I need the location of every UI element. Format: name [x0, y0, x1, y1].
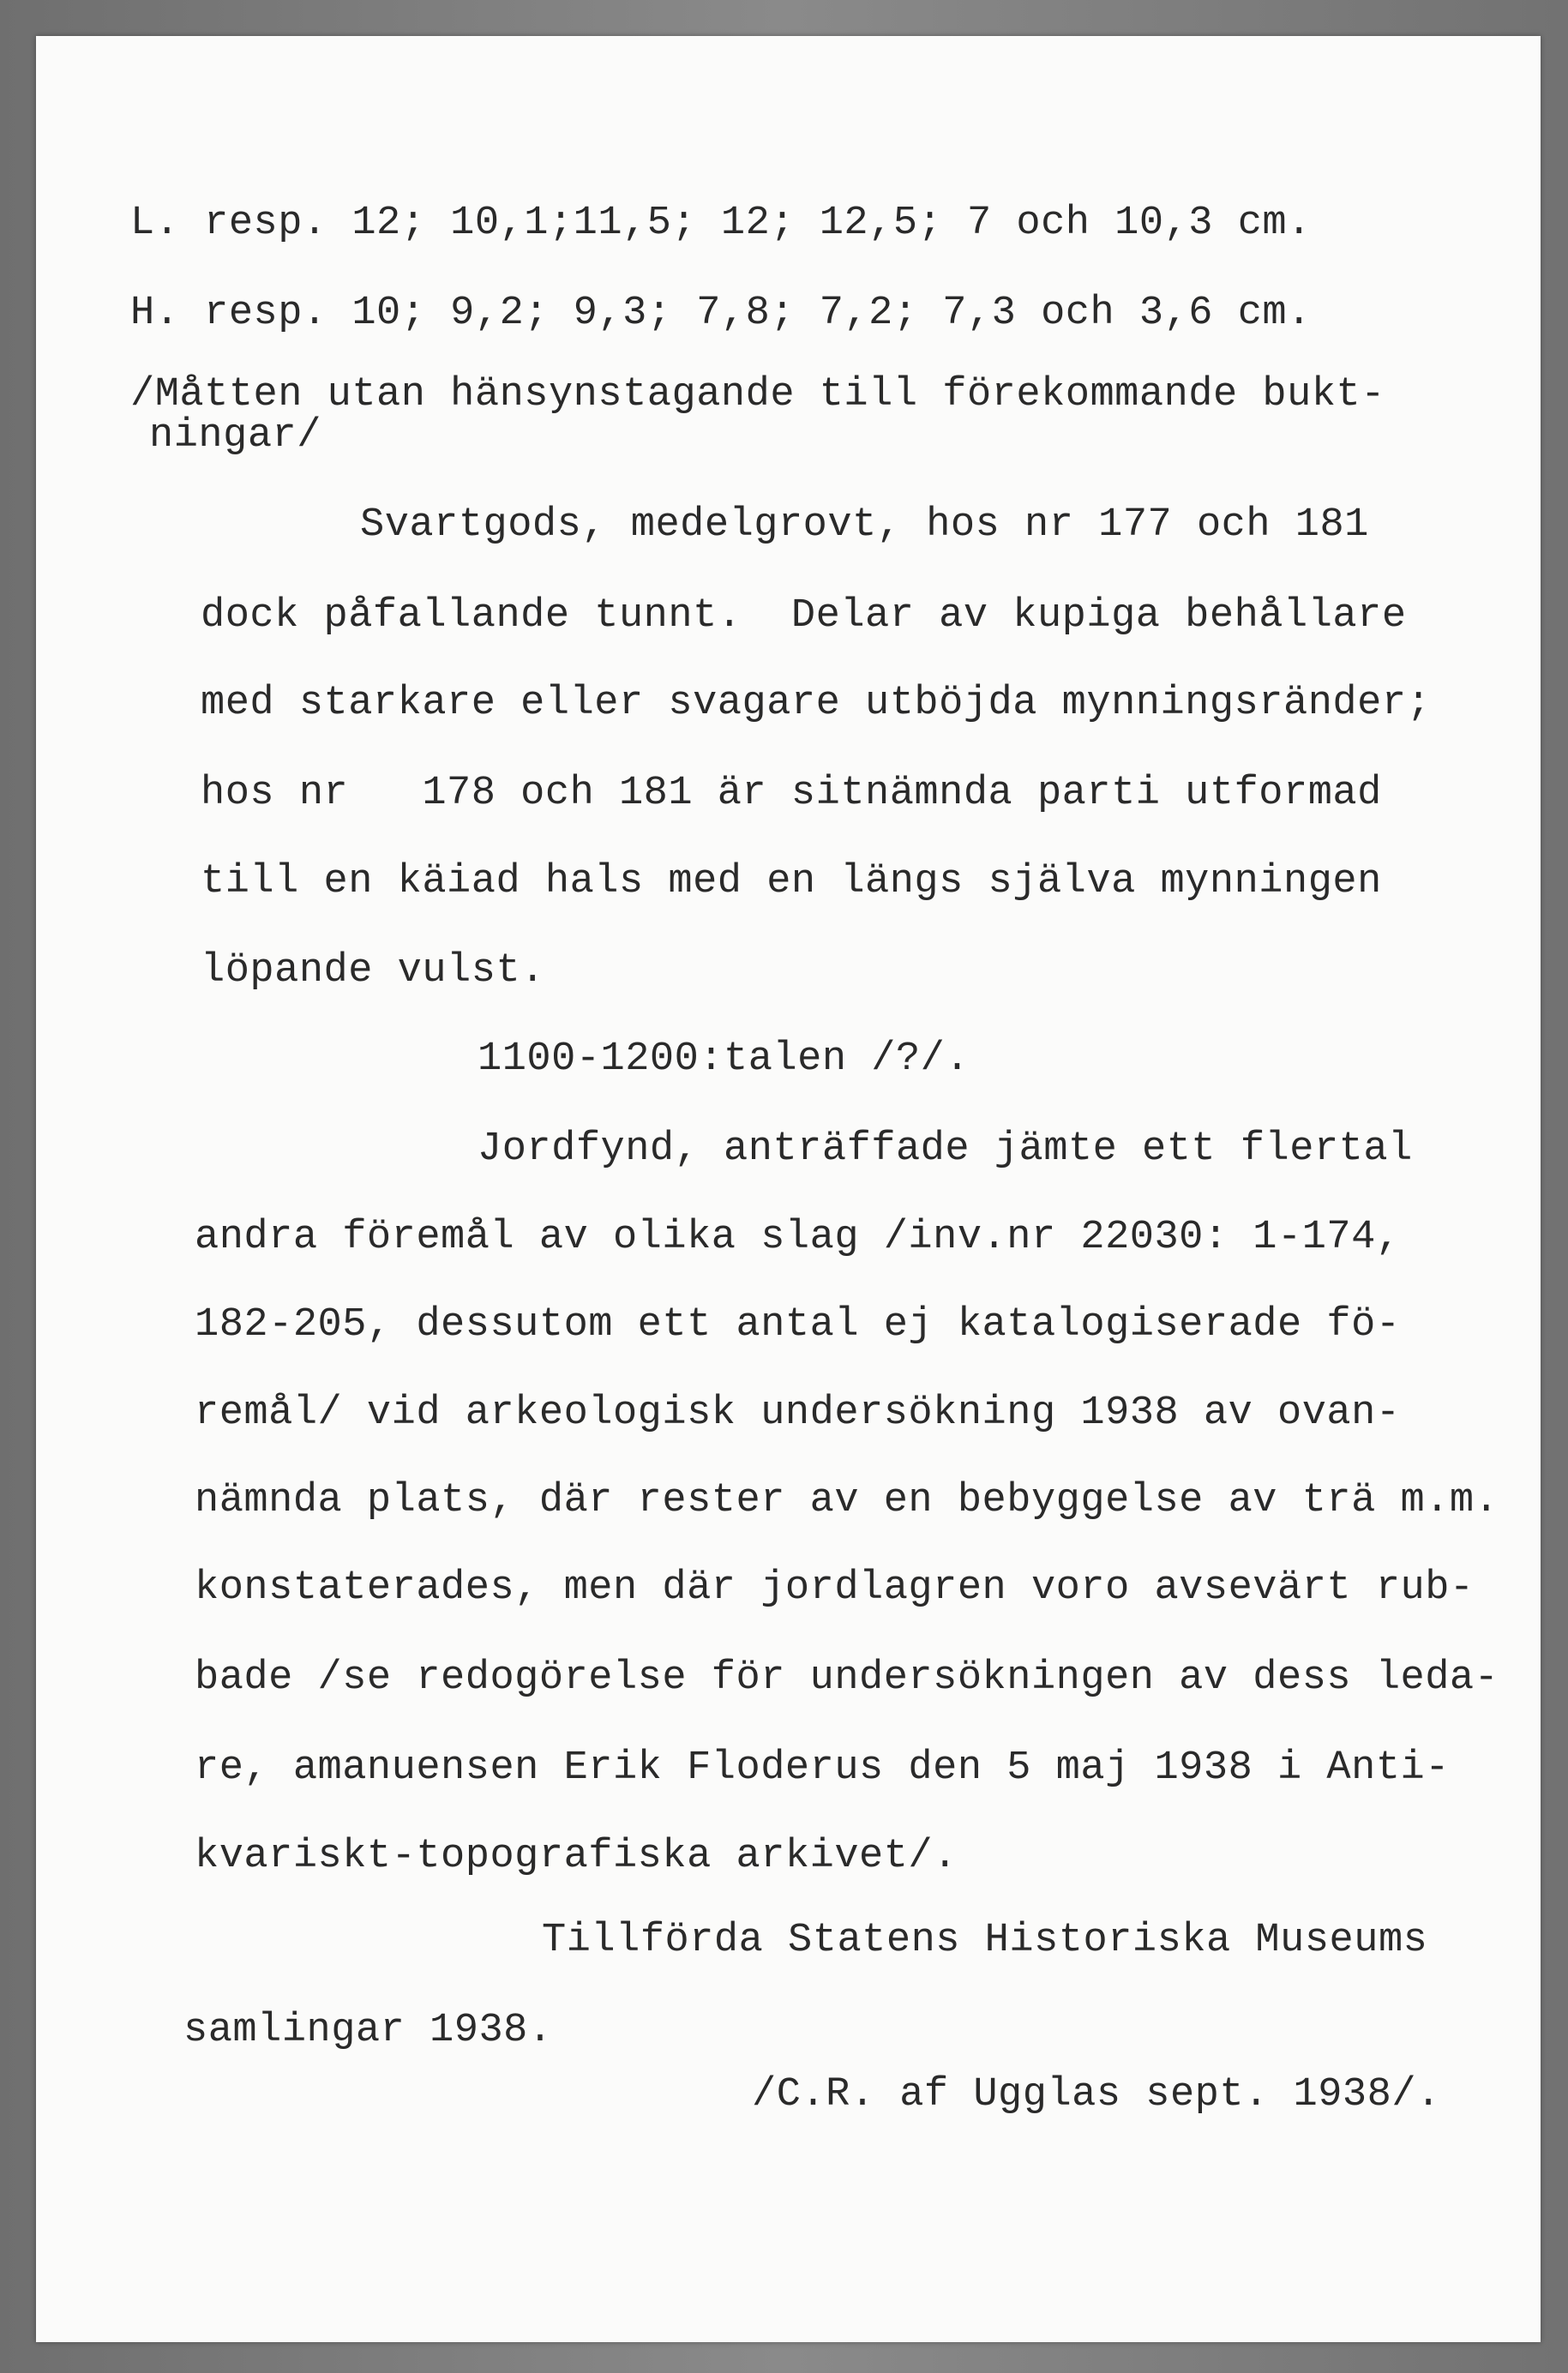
text-line-description-3: med starkare eller svagare utböjda mynningsränder; [201, 681, 1432, 726]
text-line-description-1: Svartgods, medelgrovt, hos nr 177 och 181 [360, 502, 1369, 548]
text-line-find-5: nämnda plats, där rester av en bebyggelse av trä m.m. [195, 1478, 1499, 1523]
text-line-acquisition-1: Tillförda Statens Historiska Museums [542, 1918, 1428, 1963]
text-line-find-4: remål/ vid arkeologisk undersökning 1938 av ovan- [195, 1391, 1401, 1436]
text-line-find-9: kvariskt-topografiska arkivet/. [195, 1834, 958, 1879]
text-line-measure-note-cont: ningar/ [149, 413, 321, 459]
text-line-find-8: re, amanuensen Erik Floderus den 5 maj 1938 i Anti- [195, 1745, 1450, 1791]
text-line-find-3: 182-205, dessutom ett antal ej katalogiserade fö- [195, 1302, 1401, 1348]
catalog-card [36, 36, 1541, 2342]
text-line-description-6: löpande vulst. [201, 948, 545, 994]
text-line-description-5: till en käiad hals med en längs själva mynningen [201, 859, 1382, 904]
text-line-description-4: hos nr 178 och 181 är sitnämnda parti utformad [201, 771, 1382, 816]
text-line-find-2: andra föremål av olika slag /inv.nr 22030: 1-174, [195, 1215, 1401, 1260]
text-line-measure-note: /Måtten utan hänsynstagande till förekommande bukt- [130, 372, 1385, 418]
text-line-find-7: bade /se redogörelse för undersökningen av dess leda- [195, 1655, 1499, 1701]
text-line-description-2: dock påfallande tunnt. Delar av kupiga behållare [201, 593, 1407, 639]
text-line-find-6: konstaterades, men där jordlagren voro avsevärt rub- [195, 1565, 1475, 1611]
text-line-find-1: Jordfynd, anträffade jämte ett flertal [478, 1126, 1413, 1172]
text-line-acquisition-2: samlingar 1938. [183, 2008, 553, 2053]
text-line-height: H. resp. 10; 9,2; 9,3; 7,8; 7,2; 7,3 och 3,6 cm. [130, 291, 1312, 336]
text-line-signature: /C.R. af Ugglas sept. 1938/. [752, 2072, 1441, 2118]
text-line-dating: 1100-1200:talen /?/. [478, 1036, 970, 1082]
text-line-length: L. resp. 12; 10,1;11,5; 12; 12,5; 7 och 10,3 cm. [130, 201, 1312, 246]
